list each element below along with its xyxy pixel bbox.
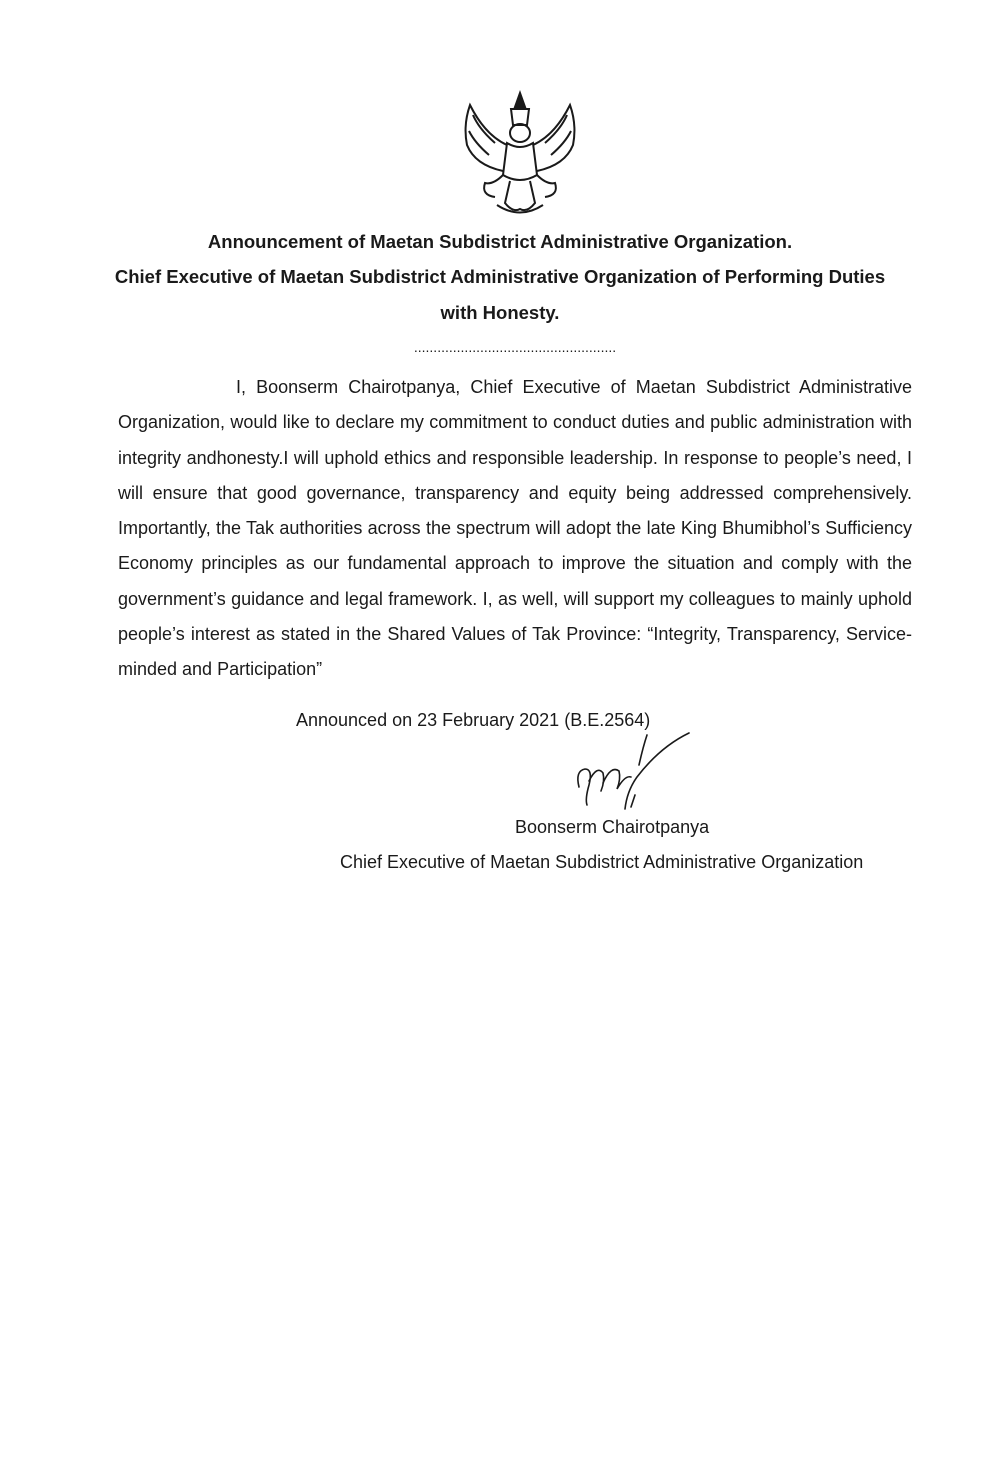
- signer-title: Chief Executive of Maetan Subdistrict Administrative Organization: [340, 852, 864, 872]
- garuda-emblem-icon: [455, 85, 585, 220]
- title-line-3: with Honesty.: [440, 302, 560, 323]
- handwritten-signature: [565, 725, 695, 815]
- body-paragraph: I, Boonserm Chairotpanya, Chief Executive of Maetan Subdistrict Administrative Organization, would like to declare my commitment to conduct duties and public administration with integrity andhonesty.I will uphold ethics and responsible leadership. In response to people’s need, I will ensure that good governance, transparency and equity being addressed comprehensively. Importantly, the Tak authorities across the spectrum will adopt the late King Bhumibhol’s Sufficiency Economy principles as our fundamental approach to improve the situation and comply with the government’s guidance and legal framework. I, as well, will support my colleagues to mainly uphold people’s interest as stated in the Shared Values of Tak Province: “Integrity, Transparency, Service-minded and Participation”: [118, 377, 912, 680]
- signer-name: Boonserm Chairotpanya: [515, 817, 710, 837]
- title-separator: ....................................................: [413, 340, 617, 354]
- title-line-2: Chief Executive of Maetan Subdistrict Administrative Organization of Performing Duties: [114, 266, 886, 287]
- announcement-date: Announced on 23 February 2021 (B.E.2564): [296, 710, 651, 730]
- announcement-body: [118, 370, 912, 688]
- title-line-1: Announcement of Maetan Subdistrict Administrative Organization.: [207, 231, 793, 252]
